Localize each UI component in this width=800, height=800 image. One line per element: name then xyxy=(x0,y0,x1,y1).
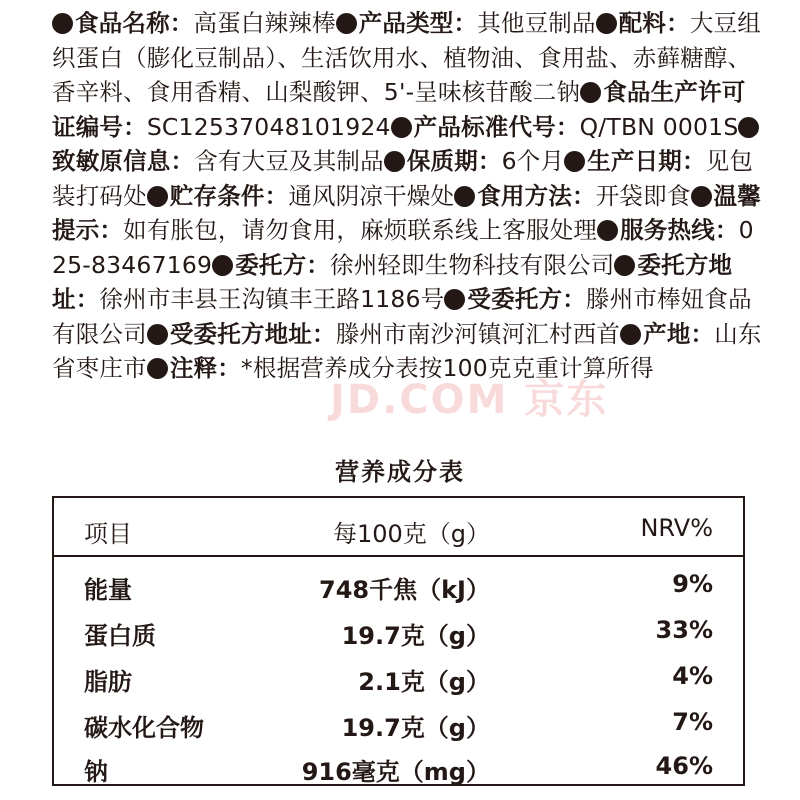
row-nrv: 46% xyxy=(655,752,713,780)
field-value: 025-83467169 xyxy=(52,216,754,279)
bullet-dot-icon xyxy=(614,255,635,276)
row-nrv: 7% xyxy=(672,708,713,736)
ingredient-label-text xyxy=(52,6,762,386)
field-value: *根据营养成分表按100克克重计算所得 xyxy=(240,354,654,382)
field-value: 如有胀包，请勿食用，麻烦联系线上客服处理 xyxy=(123,216,598,244)
field-value: Q/TBN 0001S xyxy=(579,112,739,141)
field-value: 含有大豆及其制品 xyxy=(194,147,384,175)
table-divider xyxy=(54,555,743,557)
bullet-dot-icon xyxy=(444,289,465,310)
bullet-dot-icon xyxy=(52,13,73,34)
field-value: 徐州轻即生物科技有限公司 xyxy=(330,250,615,279)
row-per100: 916毫克（mg） xyxy=(301,758,490,786)
row-item: 脂肪 xyxy=(84,668,132,696)
table-header-row xyxy=(54,508,743,548)
bullet-dot-icon xyxy=(620,324,641,345)
field-value: 开袋即食 xyxy=(595,181,691,210)
label-field xyxy=(391,113,739,141)
table-row xyxy=(54,610,743,650)
field-value: SC12537048101924 xyxy=(146,112,391,141)
row-per100: 2.1克（g） xyxy=(358,668,490,696)
table-row xyxy=(54,746,743,786)
bullet-dot-icon xyxy=(147,358,168,379)
field-key: 服务热线： xyxy=(620,216,739,244)
nutrition-table-title: 营养成分表 xyxy=(335,458,465,486)
bullet-dot-icon xyxy=(212,255,233,276)
field-key: 产地： xyxy=(643,319,715,348)
row-nrv: 4% xyxy=(672,662,713,690)
row-item: 碳水化合物 xyxy=(84,714,204,742)
header-nrv: NRV% xyxy=(640,514,713,542)
label-field xyxy=(147,354,654,382)
field-value: 山东省枣庄市 xyxy=(52,319,762,382)
field-value: 见包装打码处 xyxy=(52,147,754,210)
field-value: 高蛋白辣辣棒 xyxy=(193,9,336,37)
bullet-dot-icon xyxy=(580,82,601,103)
row-item: 能量 xyxy=(84,576,132,604)
field-key: 受委托方地址： xyxy=(169,319,336,348)
field-value: 徐州市丰县王沟镇丰王路1186号 xyxy=(99,285,445,313)
field-value: 滕州市南沙河镇河汇村西首 xyxy=(335,319,621,348)
field-key: 贮存条件： xyxy=(169,181,289,210)
field-key: 委托方： xyxy=(235,250,331,279)
table-row xyxy=(54,656,743,696)
watermark: JD.COM 京东 xyxy=(330,377,609,423)
field-value: 通风阴凉干燥处 xyxy=(288,181,455,210)
bullet-dot-icon xyxy=(454,186,475,207)
row-per100: 19.7克（g） xyxy=(341,714,490,742)
bullet-dot-icon xyxy=(336,13,357,34)
field-key: 致敏原信息： xyxy=(52,147,195,175)
row-nrv: 33% xyxy=(655,616,713,644)
label-field xyxy=(454,182,690,210)
field-value: 大豆组织蛋白（膨化豆制品）、生活饮用水、植物油、食用盐、赤藓糖醇、香辛料、食用香精、山梨酸钾、5'-呈味核苷酸二钠 xyxy=(52,9,761,106)
bullet-dot-icon xyxy=(391,117,412,138)
label-field xyxy=(52,9,336,37)
table-row xyxy=(54,564,743,604)
bullet-dot-icon xyxy=(597,220,618,241)
field-key: 保质期： xyxy=(406,147,502,175)
field-key: 注释： xyxy=(169,354,241,382)
field-key: 产品类型： xyxy=(358,9,478,37)
row-per100: 19.7克（g） xyxy=(341,622,490,650)
field-value: 滕州市棒妞食品有限公司 xyxy=(52,285,752,348)
row-nrv: 9% xyxy=(672,570,713,598)
nutrition-table xyxy=(52,496,745,786)
row-item: 钠 xyxy=(84,758,108,786)
field-key: 食用方法： xyxy=(477,181,596,210)
field-key: 温馨提示： xyxy=(52,181,761,244)
bullet-dot-icon xyxy=(596,13,617,34)
field-key: 配料： xyxy=(618,9,690,37)
field-value: 6个月 xyxy=(501,147,565,175)
field-key: 受委托方： xyxy=(467,285,586,313)
field-key: 委托方地址： xyxy=(52,250,733,313)
field-key: 食品名称： xyxy=(75,9,194,37)
field-value: 其他豆制品 xyxy=(477,9,596,37)
row-item: 蛋白质 xyxy=(84,622,156,650)
row-per100: 748千焦（kJ） xyxy=(319,576,490,604)
bullet-dot-icon xyxy=(691,186,712,207)
bullet-dot-icon xyxy=(738,117,759,138)
header-per100: 每100克（g） xyxy=(332,520,490,548)
bullet-dot-icon xyxy=(147,186,168,207)
bullet-dot-icon xyxy=(384,151,405,172)
label-field xyxy=(384,147,564,175)
label-field xyxy=(147,182,454,210)
header-item: 项目 xyxy=(84,520,132,548)
label-field xyxy=(212,251,614,279)
field-key: 生产日期： xyxy=(587,147,706,175)
label-field xyxy=(147,320,620,348)
table-row xyxy=(54,702,743,742)
field-key: 食品生产许可证编号： xyxy=(52,78,746,141)
bullet-dot-icon xyxy=(564,151,585,172)
bullet-dot-icon xyxy=(147,324,168,345)
label-field xyxy=(336,9,596,37)
field-key: 产品标准代号： xyxy=(413,112,580,141)
